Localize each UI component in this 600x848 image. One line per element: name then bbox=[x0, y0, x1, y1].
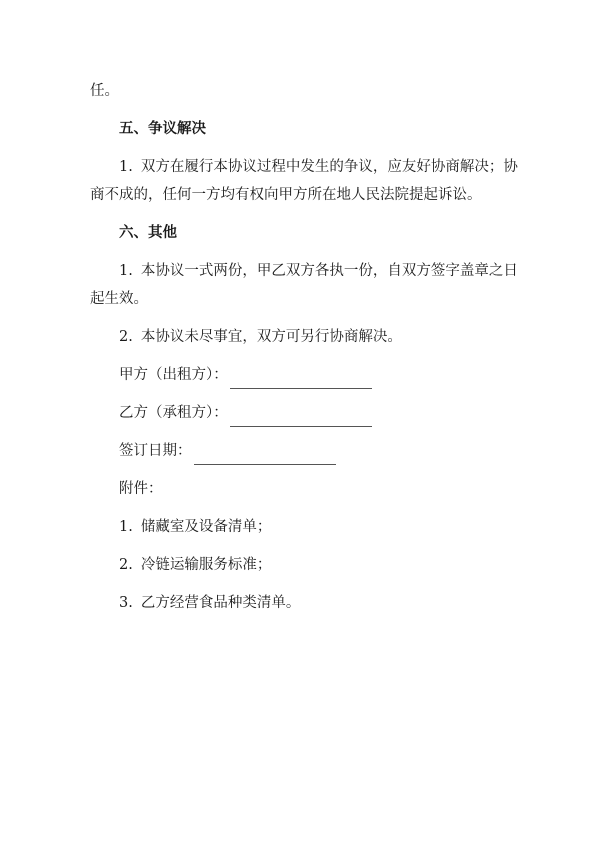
attachment-text: 储藏室及设备清单； bbox=[140, 519, 272, 535]
document-body bbox=[90, 77, 520, 617]
clause-number: 2. bbox=[119, 329, 133, 345]
attachment-text: 冷链运输服务标准； bbox=[140, 557, 272, 573]
clause-6-1-line2: 起生效。 bbox=[90, 291, 148, 307]
clause-6-2 bbox=[90, 323, 520, 351]
signing-date-row bbox=[90, 437, 520, 465]
attachment-item bbox=[90, 551, 520, 579]
party-b-signature-row bbox=[90, 399, 520, 427]
attachments-label: 附件： bbox=[119, 481, 163, 497]
party-b-label: 乙方（承租方）： bbox=[119, 405, 228, 421]
attachment-text: 乙方经营食品种类清单。 bbox=[140, 595, 301, 611]
attachment-item bbox=[90, 589, 520, 617]
clause-5-1-line1 bbox=[90, 153, 520, 181]
attachment-number: 2. bbox=[119, 557, 133, 573]
clause-text: 本协议未尽事宜，双方可另行协商解决。 bbox=[140, 329, 402, 345]
clause-5-1-line2: 商不成的，任何一方均有权向甲方所在地人民法院提起诉讼。 bbox=[90, 187, 482, 203]
section-heading-other: 六、其他 bbox=[119, 224, 177, 241]
section-heading-dispute: 五、争议解决 bbox=[119, 120, 206, 137]
party-a-label: 甲方（出租方）： bbox=[119, 367, 228, 383]
attachment-number: 1. bbox=[119, 519, 133, 535]
clause-text: 双方在履行本协议过程中发生的争议，应友好协商解决；协 bbox=[140, 159, 518, 175]
attachment-item bbox=[90, 513, 520, 541]
attachment-number: 3. bbox=[119, 595, 133, 611]
carry-over-text: 任。 bbox=[90, 83, 119, 99]
signing-date-label: 签订日期： bbox=[119, 443, 192, 459]
party-a-signature-blank[interactable] bbox=[230, 370, 372, 389]
party-a-signature-row bbox=[90, 361, 520, 389]
clause-number: 1. bbox=[119, 159, 133, 175]
clause-number: 1. bbox=[119, 263, 133, 279]
clause-6-1-line1 bbox=[90, 257, 520, 285]
clause-text: 本协议一式两份，甲乙双方各执一份，自双方签字盖章之日 bbox=[140, 263, 518, 279]
signing-date-blank[interactable] bbox=[194, 446, 336, 465]
party-b-signature-blank[interactable] bbox=[230, 408, 372, 427]
